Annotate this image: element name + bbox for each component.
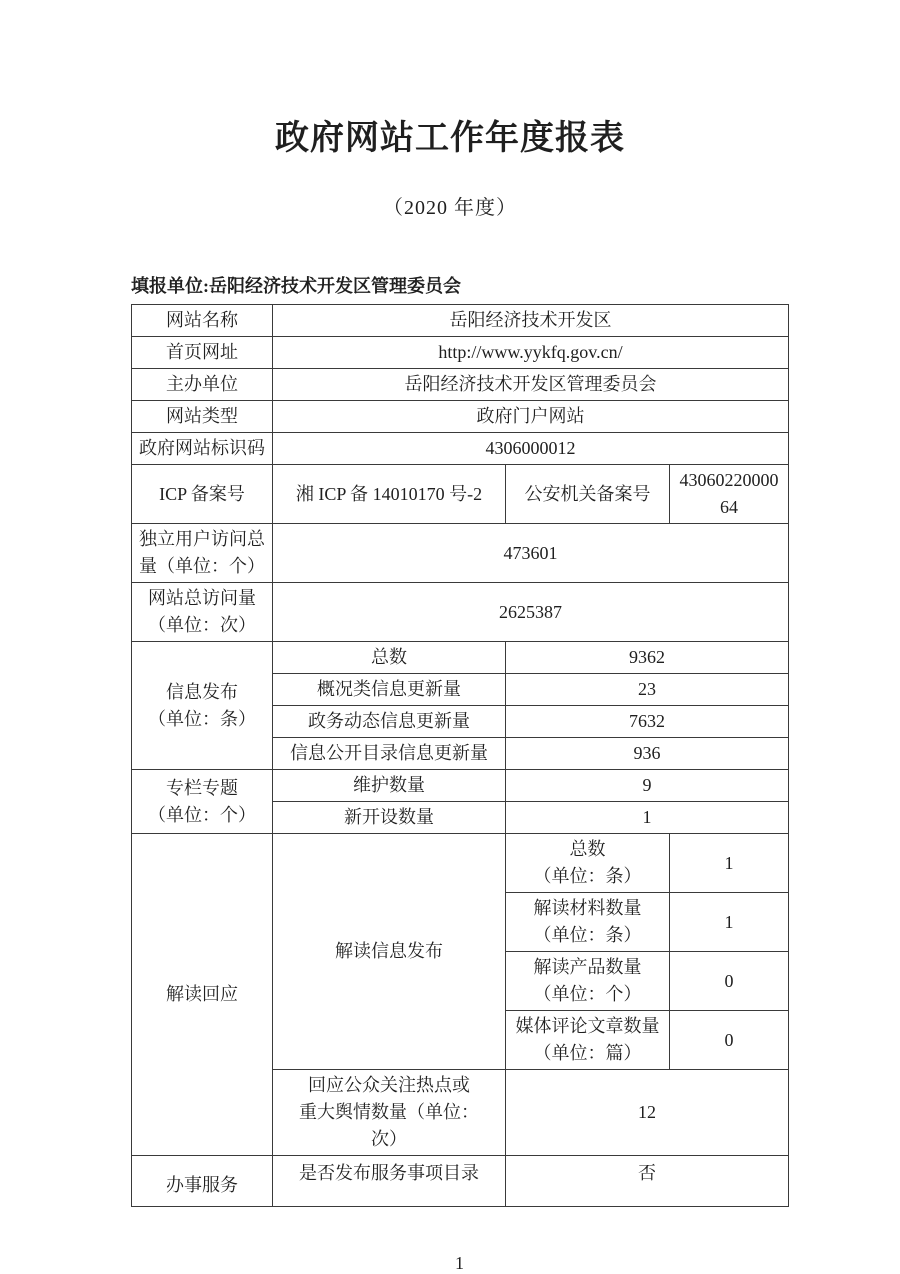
services-item-label: 是否发布服务事项目录 bbox=[273, 1156, 506, 1207]
services-item-value: 否 bbox=[506, 1156, 789, 1207]
topics-maintained-label: 维护数量 bbox=[273, 770, 506, 802]
page-subtitle: （2020 年度） bbox=[383, 197, 517, 219]
row-services bbox=[132, 1156, 789, 1207]
page-number: 1 bbox=[455, 1253, 464, 1273]
row-icp bbox=[132, 465, 789, 524]
interpret-material-value: 1 bbox=[670, 893, 789, 952]
site-code-value: 4306000012 bbox=[273, 433, 789, 465]
interpret-product-label: 解读产品数量 （单位：个） bbox=[506, 952, 670, 1011]
info-publish-total-label: 总数 bbox=[273, 642, 506, 674]
hotspot-response-label: 回应公众关注热点或 重大舆情数量（单位： 次） bbox=[273, 1070, 506, 1156]
topics-maintained-value: 9 bbox=[506, 770, 789, 802]
row-total-visits bbox=[132, 583, 789, 642]
row-site-code bbox=[132, 433, 789, 465]
site-name-value: 岳阳经济技术开发区 bbox=[273, 305, 789, 337]
info-publish-label: 信息发布 （单位：条） bbox=[132, 642, 273, 770]
info-publish-news-label: 政务动态信息更新量 bbox=[273, 706, 506, 738]
topics-new-label: 新开设数量 bbox=[273, 802, 506, 834]
row-site-type bbox=[132, 401, 789, 433]
row-topics-maintained bbox=[132, 770, 789, 802]
interpret-publish-label: 解读信息发布 bbox=[273, 834, 506, 1070]
site-name-label: 网站名称 bbox=[132, 305, 273, 337]
site-type-value: 政府门户网站 bbox=[273, 401, 789, 433]
interpret-media-value: 0 bbox=[670, 1011, 789, 1070]
home-url-label: 首页网址 bbox=[132, 337, 273, 369]
info-publish-catalog-value: 936 bbox=[506, 738, 789, 770]
total-visits-label: 网站总访问量 （单位：次） bbox=[132, 583, 273, 642]
info-publish-overview-label: 概况类信息更新量 bbox=[273, 674, 506, 706]
site-code-label: 政府网站标识码 bbox=[132, 433, 273, 465]
site-type-label: 网站类型 bbox=[132, 401, 273, 433]
organizer-label: 主办单位 bbox=[132, 369, 273, 401]
interpret-total-label: 总数 （单位：条） bbox=[506, 834, 670, 893]
interpret-media-label: 媒体评论文章数量 （单位：篇） bbox=[506, 1011, 670, 1070]
row-info-publish-total bbox=[132, 642, 789, 674]
icp-label: ICP 备案号 bbox=[132, 465, 273, 524]
info-publish-news-value: 7632 bbox=[506, 706, 789, 738]
info-publish-catalog-label: 信息公开目录信息更新量 bbox=[273, 738, 506, 770]
police-record-label: 公安机关备案号 bbox=[506, 465, 670, 524]
police-record-value: 4306022000064 bbox=[670, 465, 789, 524]
annual-report-table bbox=[131, 304, 789, 1207]
interpret-product-value: 0 bbox=[670, 952, 789, 1011]
columns-topics-label: 专栏专题 （单位：个） bbox=[132, 770, 273, 834]
row-site-name bbox=[132, 305, 789, 337]
interpret-material-label: 解读材料数量 （单位：条） bbox=[506, 893, 670, 952]
row-home-url bbox=[132, 337, 789, 369]
row-unique-visitors bbox=[132, 524, 789, 583]
info-publish-total-value: 9362 bbox=[506, 642, 789, 674]
icp-value: 湘 ICP 备 14010170 号-2 bbox=[273, 465, 506, 524]
total-visits-value: 2625387 bbox=[273, 583, 789, 642]
row-interpret-total bbox=[132, 834, 789, 893]
organizer-value: 岳阳经济技术开发区管理委员会 bbox=[273, 369, 789, 401]
reporting-unit: 填报单位:岳阳经济技术开发区管理委员会 bbox=[131, 276, 461, 296]
unique-visitors-value: 473601 bbox=[273, 524, 789, 583]
services-label: 办事服务 bbox=[132, 1156, 273, 1207]
page-title: 政府网站工作年度报表 bbox=[275, 119, 625, 157]
row-organizer bbox=[132, 369, 789, 401]
interpretation-label: 解读回应 bbox=[132, 834, 273, 1156]
info-publish-overview-value: 23 bbox=[506, 674, 789, 706]
hotspot-response-value: 12 bbox=[506, 1070, 789, 1156]
interpret-total-value: 1 bbox=[670, 834, 789, 893]
topics-new-value: 1 bbox=[506, 802, 789, 834]
unique-visitors-label: 独立用户访问总量（单位：个） bbox=[132, 524, 273, 583]
home-url-value: http://www.yykfq.gov.cn/ bbox=[273, 337, 789, 369]
